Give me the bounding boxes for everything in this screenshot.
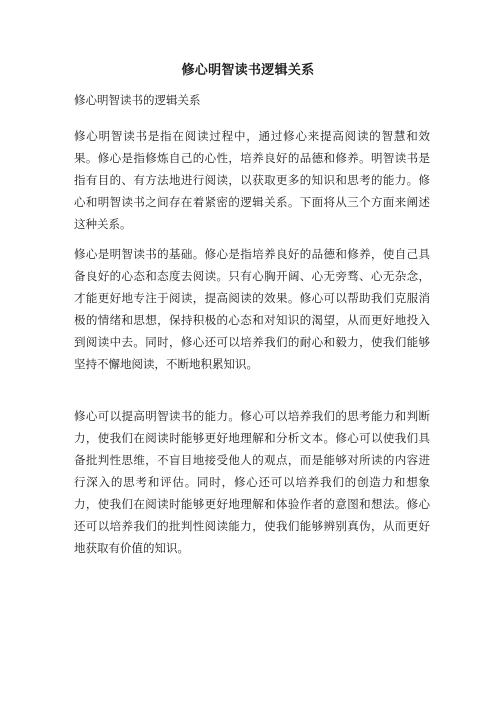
paragraph-3: 修心可以提高明智读书的能力。修心可以培养我们的思考能力和判断力，使我们在阅读时能够更好地理解和分析文本。修心可以使我们具备批判性思维，不盲目地接受他人的观点，而是能够对所读的内容进行深入的思考和评估。同时，修心还可以培养我们的创造力和想象力，使我们在阅读时能够更好地理解和体验作者的意图和想法。修心还可以培养我们的批判性阅读能力，使我们能够辨别真伪，从而更好地获取有价值的知识。 [74,409,430,555]
document-title: 修心明智读书逻辑关系 [181,63,315,78]
document-subtitle: 修心明智读书的逻辑关系 [74,93,201,107]
paragraph-2: 修心是明智读书的基础。修心是指培养良好的品德和修养，使自己具备良好的心态和态度去阅读。只有心胸开阔、心无旁骛、心无杂念，才能更好地专注于阅读，提高阅读的效果。修心可以帮助我们克服消极的情绪和思想，保持积极的心态和对知识的渴望，从而更好地投入到阅读中去。同时，修心还可以培养我们的耐心和毅力，使我们能够坚持不懈地阅读，不断地积累知识。 [74,247,430,371]
paragraph-1: 修心明智读书是指在阅读过程中，通过修心来提高阅读的智慧和效果。修心是指修炼自己的心性，培养良好的品德和修养。明智读书是指有目的、有方法地进行阅读，以获取更多的知识和思考的能力。修心和明智读书之间存在着紧密的逻辑关系。下面将从三个方面来阐述这种关系。 [74,129,430,231]
